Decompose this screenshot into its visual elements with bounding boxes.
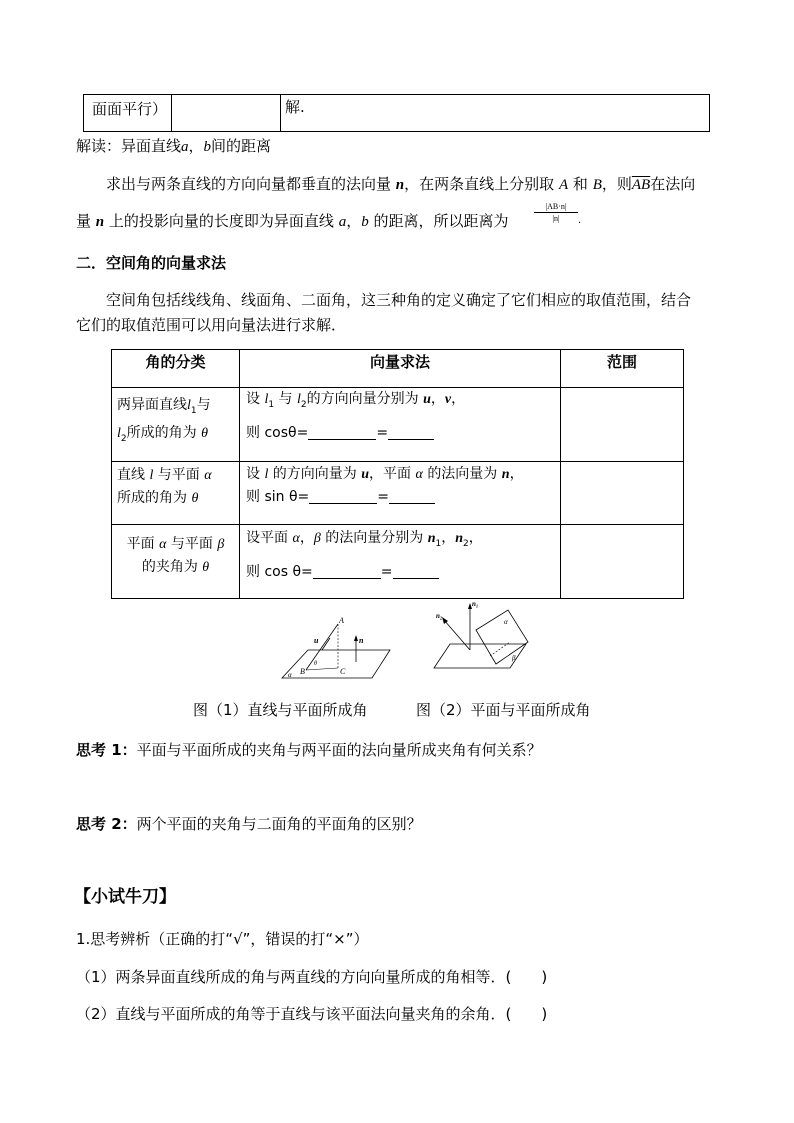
row2-category: 直线 l 与平面 α 所成的角为 θ	[112, 462, 240, 525]
practice-title: 【小试牛刀】	[74, 887, 176, 907]
fig1-vector-u	[322, 638, 330, 650]
fig2-normal-n2	[444, 620, 470, 650]
explain-line-1: 求出与两条直线的方向向量都垂直的法向量 n，在两条直线上分别取 A 和 B，则$\overline{AB}$在法向	[106, 175, 696, 193]
row2-range	[561, 462, 684, 525]
distance-fraction: |AB·n| |n|	[534, 201, 578, 224]
fig1-label-theta: θ	[314, 661, 317, 667]
fig1-label-A: A	[339, 616, 344, 625]
fig2-label-n2: n₂	[436, 612, 443, 620]
header-range: 范围	[561, 350, 684, 388]
row3-range	[561, 525, 684, 599]
figure-1-caption: 图（1）直线与平面所成角	[193, 701, 368, 719]
figure-1-diagram	[280, 610, 400, 682]
reading-line: 解读：异面直线a，b间的距离	[76, 137, 272, 155]
fig1-plane	[282, 650, 390, 678]
explain-line-2: 量 n 上的投影向量的长度即为异面直线 a，b 的距离，所以距离为	[76, 212, 509, 230]
table-row	[112, 388, 684, 462]
fig2-plane-alpha	[476, 610, 528, 664]
section2-intro-2: 它们的取值范围可以用向量法进行求解．	[76, 316, 347, 334]
fig1-label-n: n	[359, 636, 364, 645]
row1-range	[561, 388, 684, 462]
figure-2-diagram	[432, 598, 542, 678]
fig1-label-B: B	[300, 667, 305, 676]
practice-q1: 1.思考辨析（正确的打“√”，错误的打“×”）	[76, 930, 369, 948]
section2-intro-1: 空间角包括线线角、线面角、二面角，这三种角的定义确定了它们相应的取值范围，结合	[106, 291, 692, 309]
row1-category: 两异面直线$l_1$与 $l_2$所成的角为 θ	[112, 388, 240, 462]
think-2: 思考 2：两个平面的夹角与二面角的平面角的区别？	[76, 815, 422, 833]
section2-title: 二．空间角的向量求法	[76, 254, 227, 272]
table-row	[112, 525, 684, 599]
header-method: 向量求法	[240, 350, 561, 388]
fraction-period: .	[578, 215, 582, 226]
figure-2-caption: 图（2）平面与平面所成角	[416, 701, 591, 719]
fig1-label-u: u	[314, 636, 319, 645]
angle-table	[111, 349, 684, 599]
fig1-label-C: C	[340, 667, 346, 676]
top-cell-1: 面面平行）	[84, 95, 172, 132]
fig1-label-alpha: α	[288, 671, 292, 679]
row3-method: 设平面 α，β 的法向量分别为 $n_1$，$n_2$， 则 cos θ= =	[240, 525, 561, 599]
row1-method: 设 $l_1$ 与 $l_2$的方向向量分别为 u，v， 则 cosθ= =	[240, 388, 561, 462]
fig1-line-BC	[306, 668, 338, 670]
fig2-label-beta: β	[512, 654, 516, 662]
fig1-line-BA	[306, 624, 338, 670]
top-cell-2	[172, 95, 281, 132]
top-cell-3: 解.	[281, 95, 710, 132]
fig1-normal-arrow	[354, 635, 358, 641]
think-1: 思考 1：平面与平面所成的夹角与两平面的法向量所成夹角有何关系？	[76, 741, 542, 759]
fig2-n2-arrow	[442, 617, 448, 624]
practice-item-1: （1）两条异面直线所成的角与两直线的方向向量所成的角相等．( )	[76, 968, 548, 986]
fig2-label-alpha: α	[504, 618, 508, 626]
top-table	[83, 94, 710, 132]
row3-category: 平面 α 与平面 β 的夹角为 θ	[112, 525, 240, 599]
header-category: 角的分类	[112, 350, 240, 388]
row2-method: 设 l 的方向向量为 u，平面 α 的法向量为 n， 则 sin θ= =	[240, 462, 561, 525]
practice-item-2: （2）直线与平面所成的角等于直线与该平面法向量夹角的余角．( )	[76, 1005, 548, 1023]
table-row	[112, 462, 684, 525]
fig2-label-n1: n₁	[472, 600, 479, 608]
